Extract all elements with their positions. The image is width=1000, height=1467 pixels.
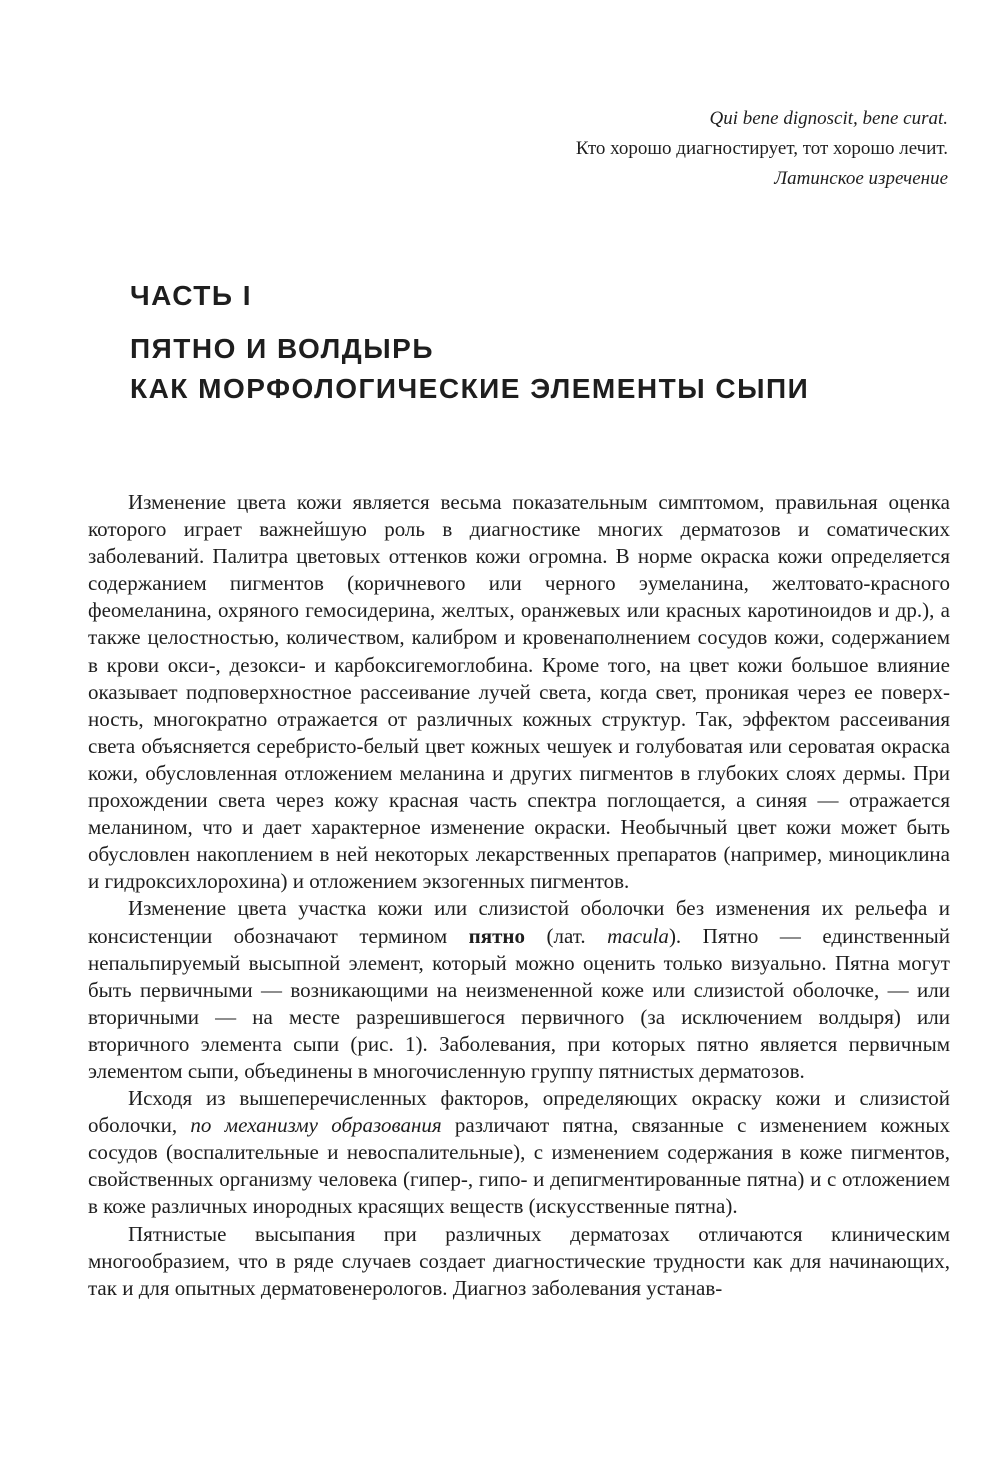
emphasis-mechanism: по механизму образования xyxy=(190,1113,442,1138)
paragraph-2-text-a: Изменение цвета участка кожи или слизистой оболочки без изменения их рельефа и консистенции обозначают термином xyxy=(88,896,950,948)
body-text xyxy=(88,489,950,1302)
epigraph-translation: Кто хорошо диагностирует, тот хорошо лечит. xyxy=(575,138,948,159)
chapter-title-line-1: ПЯТНО И ВОЛДЫРЬ xyxy=(130,333,434,364)
paragraph-2-text-b: (лат. xyxy=(525,923,608,948)
paragraph-3 xyxy=(88,1085,950,1220)
chapter-title xyxy=(130,329,809,409)
paragraph-2 xyxy=(88,895,950,1085)
paragraph-2-text-c: ). Пятно — единственный непальпируемый высыпной элемент, который можно оценить только визуально. Пятна могут быть первичными — возникающими на неизмененной коже или слизистой оболочке, — или вторичными — на месте разрешившегося первичного (за исключением волдыря) или вторичного элемента сыпи (рис. 1). Заболевания, при которых пятно является первичным элементом сыпи, объединены в многочисленную группу пятнистых дерматозов. xyxy=(88,923,950,1083)
term-spot: пятно xyxy=(468,923,526,948)
epigraph xyxy=(348,104,948,194)
part-label: ЧАСТЬ I xyxy=(130,280,253,311)
chapter-title-line-2: КАК МОРФОЛОГИЧЕСКИЕ ЭЛЕМЕНТЫ СЫПИ xyxy=(130,373,810,404)
paragraph-3-text-a: Исходя из вышеперечисленных факторов, определяющих окраску кожи и слизистой оболочки, xyxy=(88,1086,950,1138)
epigraph-source: Латинское изречение xyxy=(774,168,948,189)
latin-term: macula xyxy=(607,923,669,948)
paragraph-4: Пятнистые высыпания при различных дерматозах отличаются клиническим многообразием, что в ряде случаев создает диагностические трудности как для начинающих, так и для опытных дерматовенерологов. Диагноз заболевания устанав- xyxy=(88,1221,950,1300)
paragraph-3-text-b: различают пятна, связанные с изменением кожных сосудов (воспалительные и невоспалительные), с изменением содержания в коже пигментов, свойственных организму человека (гипер-, гипо- и депигментированные пятна) и с отложением в коже различных инородных красящих веществ (искусственные пятна). xyxy=(88,1113,950,1219)
paragraph-1: Изменение цвета кожи является весьма показательным симптомом, правильная оценка которого играет важнейшую роль в диагностике многих дерматозов и соматических заболеваний. Палитра цветовых оттенков кожи огромна. В норме окраска кожи определяется содержанием пигментов (коричневого или черного эумеланина, желтовато-красного феомеланина, охряного гемосидерина, желтых, оранжевых или красных каротиноидов и др.), а также целостностью, количеством, калибром и кровенаполнением сосудов кожи, содержанием в крови окси-, дезокси- и карбоксигемоглобина. Кроме того, на цвет кожи большое влияние оказывает подповерхностное рассеивание лучей света, когда свет, проникая через ее поверхность, многократно отражается от различных кожных структур. Так, эффектом рассеивания света объясняется серебристо-белый цвет кожных чешуек и голубоватая или сероватая окраска кожи, обусловленная отложением меланина и других пигментов в глубоких слоях дермы. При прохождении света через кожу красная часть спектра поглощается, а синяя — отражается меланином, что и дает характерное изменение окраски. Необычный цвет кожи может быть обусловлен накоплением в ней некоторых лекарственных препаратов (например, миноциклина и гидроксихлорохина) и отложением экзогенных пигментов. xyxy=(88,490,950,894)
epigraph-latin: Qui bene dignoscit, bene curat. xyxy=(709,108,948,129)
